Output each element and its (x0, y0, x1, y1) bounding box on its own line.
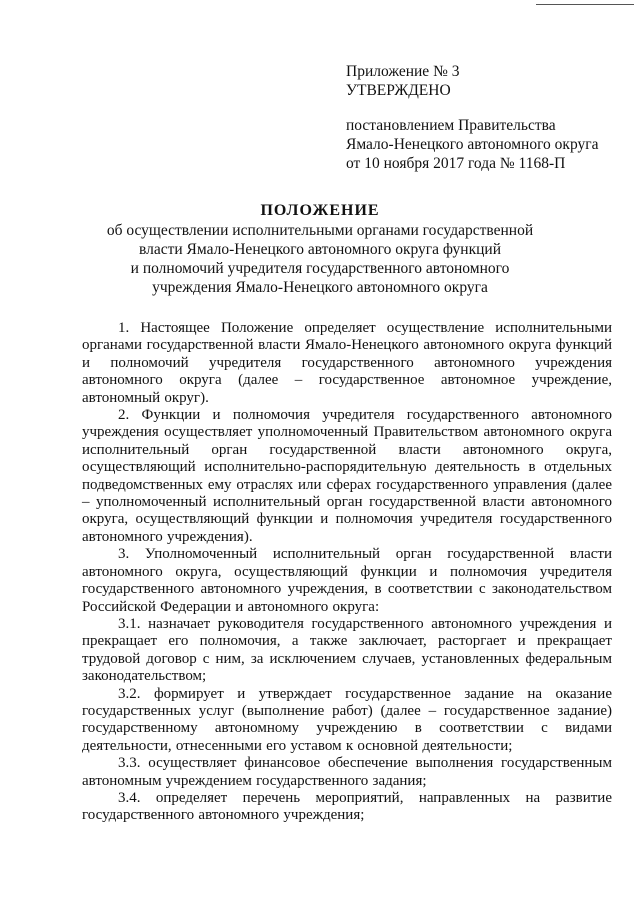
paragraph-2: 2. Функции и полномочия учредителя государственного автономного учреждения осуществляет уполномоченный Правительством автономного округа исполнительный орган государственной власти автономного округа, осуществляющий исполнительно-распорядительную деятельность в отдельных подведомственных ему отраслях или сферах государственного управления (далее – уполномоченный исполнительный орган государственной власти автономного округа, осуществляющий функции и полномочия учредителя государственного автономного учреждения). (82, 407, 612, 545)
document-subtitle-line-3: и полномочий учредителя государственного автономного (130, 260, 510, 277)
paragraph-3-1: 3.1. назначает руководителя государственного автономного учреждения и прекращает его полномочия, а также заключает, расторгает и прекращает трудовой договор с ним, за исключением случаев, установленных федеральным законодательством; (82, 615, 612, 685)
paragraph-1: 1. Настоящее Положение определяет осуществление исполнительными органами государственной власти Ямало-Ненецкого автономного округа функций и полномочий учредителя государственного автономного учреждения автономного округа (далее – государственное автономное учреждение, автономный округ). (82, 320, 612, 406)
resolution-date: от 10 ноября 2017 года № 1168-П (346, 155, 566, 172)
document-subtitle-line-2: власти Ямало-Ненецкого автономного округа функций (138, 241, 502, 258)
document-subtitle-line-4: учреждения Ямало-Ненецкого автономного округа (152, 279, 488, 296)
document-title-block (0, 201, 640, 297)
paragraph-3-3: 3.3. осуществляет финансовое обеспечение выполнения государственным автономным учреждением государственного задания; (82, 755, 612, 789)
document-body (82, 320, 612, 825)
approval-block (346, 62, 598, 173)
top-rule (536, 4, 634, 5)
spacer (346, 100, 598, 116)
resolution-line: постановлением Правительства (346, 117, 556, 134)
document-title: ПОЛОЖЕНИЕ (260, 202, 380, 219)
paragraph-3-2: 3.2. формирует и утверждает государственное задание на оказание государственных услуг (выполнение работ) (далее – государственное задание) государственному автономному учреждению в соответствии с видами деятельности, отнесенными его уставом к основной деятельности; (82, 685, 612, 754)
approved-label: УТВЕРЖДЕНО (346, 82, 451, 99)
region-line: Ямало-Ненецкого автономного округа (346, 136, 599, 153)
document-subtitle-line-1: об осуществлении исполнительными органами государственной (106, 222, 534, 239)
paragraph-3-4: 3.4. определяет перечень мероприятий, направленных на развитие государственного автономного учреждения; (82, 789, 612, 824)
appendix-number: Приложение № 3 (346, 63, 460, 80)
paragraph-3: 3. Уполномоченный исполнительный орган государственной власти автономного округа, осуществляющий функции и полномочия учредителя государственного автономного учреждения, в соответствии с законодательством Российской Федерации и автономного округа: (82, 546, 612, 615)
